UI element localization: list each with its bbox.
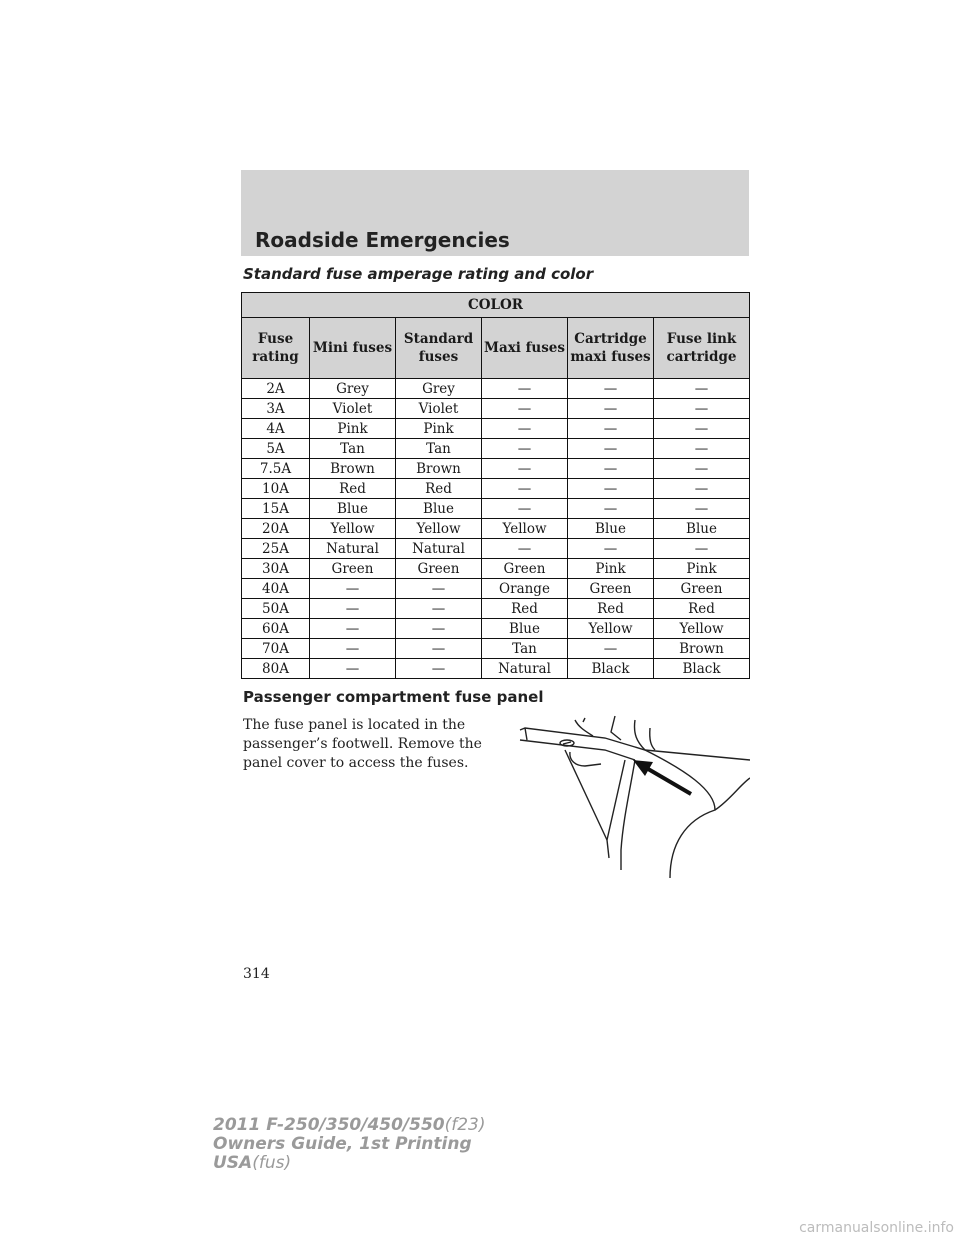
- fuse-panel-heading: Passenger compartment fuse panel: [243, 688, 544, 706]
- table-cell: —: [654, 399, 750, 419]
- table-cell: 80A: [242, 659, 310, 679]
- footer-market-code: (fus): [252, 1153, 292, 1173]
- table-cell: —: [482, 539, 568, 559]
- table-cell: Green: [482, 559, 568, 579]
- table-cell: Brown: [654, 639, 750, 659]
- table-cell: —: [482, 479, 568, 499]
- table-row: [242, 379, 750, 399]
- table-row: [242, 419, 750, 439]
- table-cell: Blue: [396, 499, 482, 519]
- fuse-panel-description: The fuse panel is located in the passenger’s footwell. Remove the panel cover to access the fuses.: [243, 717, 482, 771]
- table-cell: 5A: [242, 439, 310, 459]
- table-cell: Brown: [310, 459, 396, 479]
- table-cell: —: [396, 639, 482, 659]
- table-cell: Green: [568, 579, 654, 599]
- table-cell: 30A: [242, 559, 310, 579]
- column-header: Cartridge maxi fuses: [568, 318, 654, 379]
- table-cell: —: [482, 439, 568, 459]
- column-header: Maxi fuses: [482, 318, 568, 379]
- table-column-headers: [242, 318, 750, 379]
- table-cell: Blue: [568, 519, 654, 539]
- table-cell: —: [568, 459, 654, 479]
- footer-edition: Owners Guide, 1st Printing: [213, 1134, 472, 1154]
- table-cell: —: [310, 659, 396, 679]
- table-cell: —: [310, 639, 396, 659]
- table-row: [242, 599, 750, 619]
- table-cell: Red: [482, 599, 568, 619]
- table-cell: —: [654, 459, 750, 479]
- table-cell: Yellow: [482, 519, 568, 539]
- table-cell: 20A: [242, 519, 310, 539]
- table-cell: —: [568, 539, 654, 559]
- section-title-header: Roadside Emergencies: [255, 228, 510, 252]
- footer-model: 2011 F-250/350/450/550: [213, 1115, 445, 1135]
- footer-market: USA: [213, 1153, 253, 1173]
- table-row: [242, 579, 750, 599]
- table-cell: Yellow: [654, 619, 750, 639]
- table-row: [242, 619, 750, 639]
- table-cell: —: [568, 439, 654, 459]
- table-cell: —: [568, 499, 654, 519]
- table-cell: Pink: [654, 559, 750, 579]
- table-row: [242, 399, 750, 419]
- table-row: [242, 519, 750, 539]
- table-cell: —: [482, 499, 568, 519]
- table-cell: —: [654, 439, 750, 459]
- table-row: [242, 439, 750, 459]
- table-cell: 25A: [242, 539, 310, 559]
- table-cell: Green: [654, 579, 750, 599]
- table-cell: —: [396, 579, 482, 599]
- footer-model-code: (f23): [444, 1115, 486, 1135]
- table-cell: Tan: [310, 439, 396, 459]
- table-cell: —: [396, 599, 482, 619]
- table-cell: Natural: [482, 659, 568, 679]
- page-number: 314: [243, 966, 270, 982]
- table-cell: Brown: [396, 459, 482, 479]
- column-header: Fuse link cartridge: [654, 318, 750, 379]
- table-cell: Pink: [310, 419, 396, 439]
- document-footer: [213, 1116, 486, 1173]
- table-cell: 50A: [242, 599, 310, 619]
- table-row: [242, 479, 750, 499]
- table-group-header: COLOR: [242, 293, 750, 318]
- table-caption: Standard fuse amperage rating and color: [243, 265, 594, 283]
- table-cell: Pink: [396, 419, 482, 439]
- table-cell: —: [568, 639, 654, 659]
- table-cell: —: [654, 539, 750, 559]
- table-row: [242, 459, 750, 479]
- table-cell: Tan: [396, 439, 482, 459]
- table-cell: Green: [396, 559, 482, 579]
- table-cell: Grey: [310, 379, 396, 399]
- table-cell: Black: [654, 659, 750, 679]
- footer-line-3: [213, 1154, 486, 1173]
- table-cell: —: [396, 659, 482, 679]
- table-cell: Red: [310, 479, 396, 499]
- table-row: [242, 539, 750, 559]
- table-cell: —: [310, 599, 396, 619]
- table-cell: 10A: [242, 479, 310, 499]
- table-cell: Tan: [482, 639, 568, 659]
- table-cell: Yellow: [310, 519, 396, 539]
- table-cell: —: [568, 379, 654, 399]
- table-cell: —: [654, 479, 750, 499]
- column-header: Fuse rating: [242, 318, 310, 379]
- table-cell: Natural: [396, 539, 482, 559]
- table-row: [242, 639, 750, 659]
- table-cell: Violet: [310, 399, 396, 419]
- column-header: Mini fuses: [310, 318, 396, 379]
- table-row: [242, 659, 750, 679]
- fuse-panel-location-illustration: [515, 700, 750, 885]
- table-cell: —: [482, 459, 568, 479]
- section-header-band: [241, 170, 749, 256]
- table-cell: —: [654, 419, 750, 439]
- table-cell: Yellow: [396, 519, 482, 539]
- table-cell: Red: [654, 599, 750, 619]
- table-cell: —: [482, 419, 568, 439]
- table-cell: Black: [568, 659, 654, 679]
- table-cell: 40A: [242, 579, 310, 599]
- table-cell: Red: [568, 599, 654, 619]
- table-cell: —: [568, 419, 654, 439]
- table-cell: Blue: [654, 519, 750, 539]
- table-cell: —: [310, 579, 396, 599]
- table-cell: Violet: [396, 399, 482, 419]
- table-cell: —: [482, 379, 568, 399]
- table-cell: 2A: [242, 379, 310, 399]
- footer-line-2: [213, 1135, 486, 1154]
- table-row: [242, 499, 750, 519]
- table-cell: Natural: [310, 539, 396, 559]
- table-cell: —: [654, 499, 750, 519]
- table-cell: Pink: [568, 559, 654, 579]
- table-row: [242, 559, 750, 579]
- fuse-color-table: [241, 292, 750, 679]
- table-cell: 7.5A: [242, 459, 310, 479]
- footer-line-1: [213, 1116, 486, 1135]
- table-cell: Red: [396, 479, 482, 499]
- table-cell: —: [310, 619, 396, 639]
- column-header: Standard fuses: [396, 318, 482, 379]
- table-cell: 70A: [242, 639, 310, 659]
- table-cell: —: [654, 379, 750, 399]
- table-cell: Blue: [482, 619, 568, 639]
- table-cell: 3A: [242, 399, 310, 419]
- table-body: [242, 379, 750, 679]
- table-cell: —: [482, 399, 568, 419]
- table-cell: Yellow: [568, 619, 654, 639]
- table-cell: —: [396, 619, 482, 639]
- table-cell: Green: [310, 559, 396, 579]
- table-cell: —: [568, 399, 654, 419]
- table-cell: Blue: [310, 499, 396, 519]
- table-cell: 4A: [242, 419, 310, 439]
- watermark: carmanualsonline.info: [799, 1220, 954, 1236]
- table-cell: Grey: [396, 379, 482, 399]
- table-cell: 60A: [242, 619, 310, 639]
- table-cell: 15A: [242, 499, 310, 519]
- table-cell: —: [568, 479, 654, 499]
- table-cell: Orange: [482, 579, 568, 599]
